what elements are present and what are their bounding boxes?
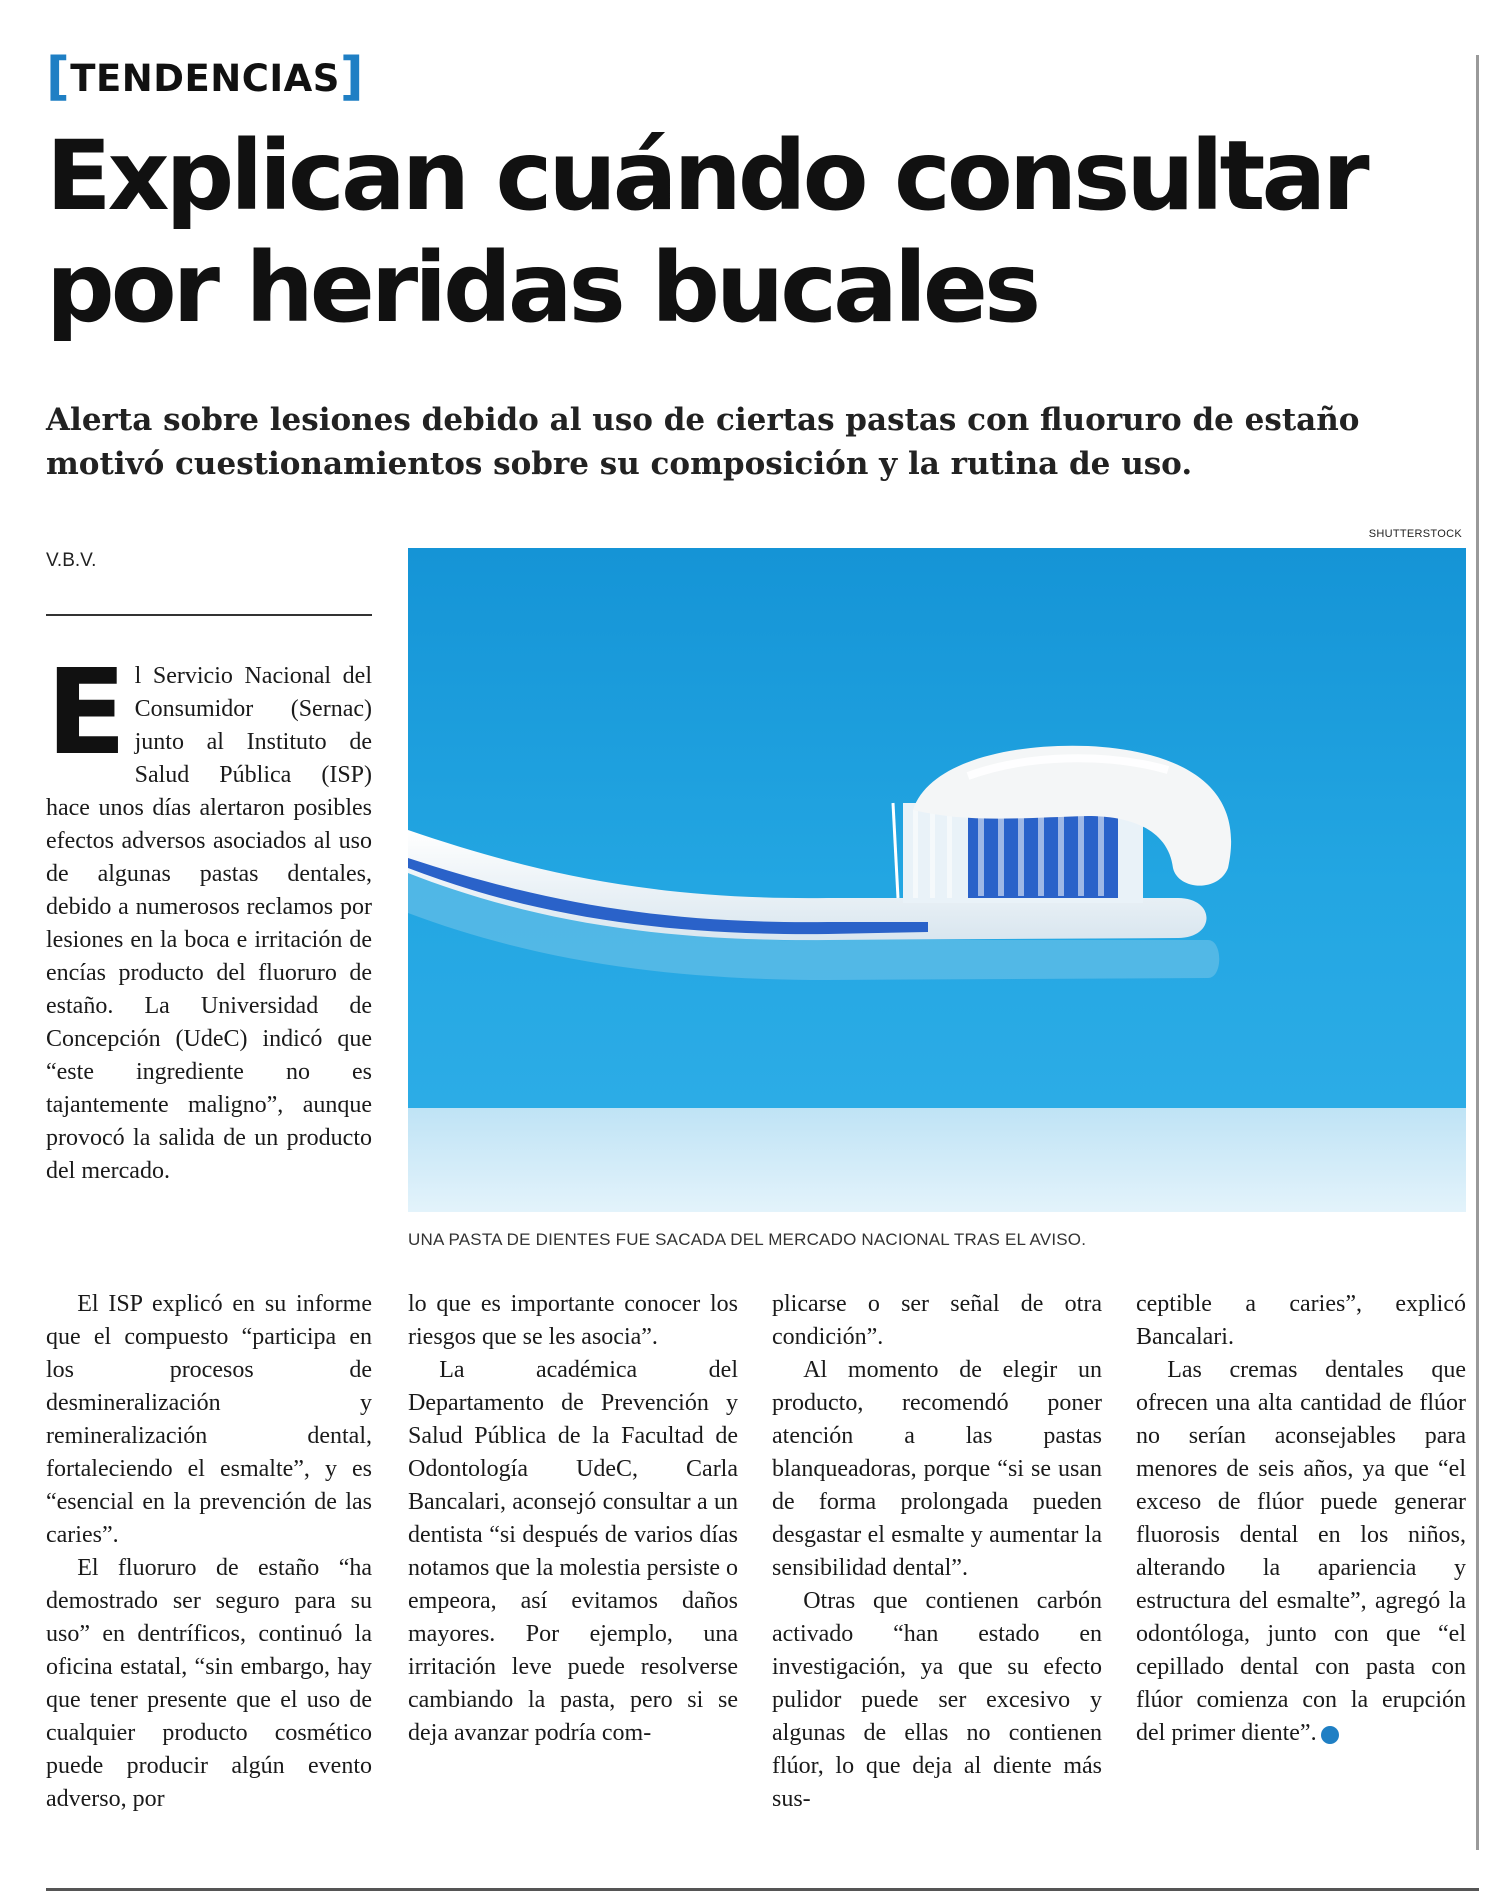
kicker-bracket-close: ] [339, 47, 365, 107]
lead-paragraph [46, 643, 372, 1188]
column-rule-right [1476, 55, 1479, 1850]
body-paragraph: El ISP explicó en su informe que el compuesto “participa en los procesos de desmineralización y remineralización dental, fortaleciendo el esmalte”, y es “esencial en la prevención de las caries”. [46, 1291, 372, 1548]
article-column-4 [1136, 1288, 1466, 1750]
article-column-1-bottom [46, 1288, 372, 1816]
body-paragraph: Al momento de elegir un producto, recomendó poner atención a las pastas blanqueadoras, porque “si se usan de forma prolongada pueden desgastar el esmalte y aumentar la sensibilidad dental”. [772, 1357, 1102, 1581]
byline-divider [46, 614, 372, 616]
body-paragraph: ceptible a caries”, explicó Bancalari. [1136, 1291, 1466, 1350]
body-paragraph: El fluoruro de estaño “ha demostrado ser seguro para su uso” en dentríficos, continuó la oficina estatal, “sin embargo, hay que tener presente que el uso de cualquier producto cosmético puede producir algún evento adverso, por [46, 1555, 372, 1812]
photo-caption: UNA PASTA DE DIENTES FUE SACADA DEL MERCADO NACIONAL TRAS EL AVISO. [408, 1230, 1087, 1249]
article-column-1-top [46, 643, 372, 1188]
article-photo [408, 548, 1466, 1212]
byline: V.B.V. [46, 550, 97, 571]
section-label: TENDENCIAS [70, 57, 340, 100]
section-kicker [46, 47, 365, 107]
page-bottom-rule [46, 1888, 1479, 1891]
closing-paragraph [1136, 1354, 1466, 1750]
toothbrush-image [408, 548, 1466, 1212]
drop-cap: E [46, 643, 127, 781]
closing-text: Las cremas dentales que ofrecen una alta cantidad de flúor no serían aconsejables para menores de seis años, ya que “el exceso de flúor puede generar fluorosis dental en los niños, alterando la apariencia y estructura del esmalte”, agregó la odontóloga, junto con que “el cepillado dental con pasta con flúor comienza con la erupción del primer diente”. [1136, 1357, 1466, 1746]
kicker-bracket-open: [ [46, 47, 71, 107]
subheadline: Alerta sobre lesiones debido al uso de ciertas pastas con fluoruro de estaño motivó cuestionamientos sobre su composición y la rutina de uso. [46, 402, 1360, 482]
body-paragraph: lo que es importante conocer los riesgos que se les asocia”. [408, 1291, 738, 1350]
headline: Explican cuándo consultar por heridas bucales [46, 120, 1366, 344]
lead-text: l Servicio Nacional del Consumidor (Sernac) junto al Instituto de Salud Pública (ISP) hace unos días alertaron posibles efectos adversos asociados al uso de algunas pastas dentales, debido a numerosos reclamos por lesiones en la boca e irritación de encías producto del fluoruro de estaño. La Universidad de Concepción (UdeC) indicó que “este ingrediente no es tajantemente maligno”, aunque provocó la salida de un producto del mercado. [46, 663, 372, 1184]
body-paragraph: plicarse o ser señal de otra condición”. [772, 1291, 1102, 1350]
body-paragraph: Otras que contienen carbón activado “han estado en investigación, ya que su efecto pulidor puede ser excesivo y algunas de ellas no contienen flúor, lo que deja al diente más sus- [772, 1588, 1102, 1812]
end-of-article-icon: ✪ [1321, 1726, 1339, 1744]
photo-credit: SHUTTERSTOCK [1368, 528, 1462, 540]
photo-tabletop [408, 1108, 1466, 1212]
body-paragraph: La académica del Departamento de Prevención y Salud Pública de la Facultad de Odontología UdeC, Carla Bancalari, aconsejó consultar a un dentista “si después de varios días notamos que la molestia persiste o empeora, así evitamos daños mayores. Por ejemplo, una irritación leve puede resolverse cambiando la pasta, pero si se deja avanzar podría com- [408, 1357, 738, 1746]
article-column-2 [408, 1288, 738, 1750]
article-column-3 [772, 1288, 1102, 1816]
